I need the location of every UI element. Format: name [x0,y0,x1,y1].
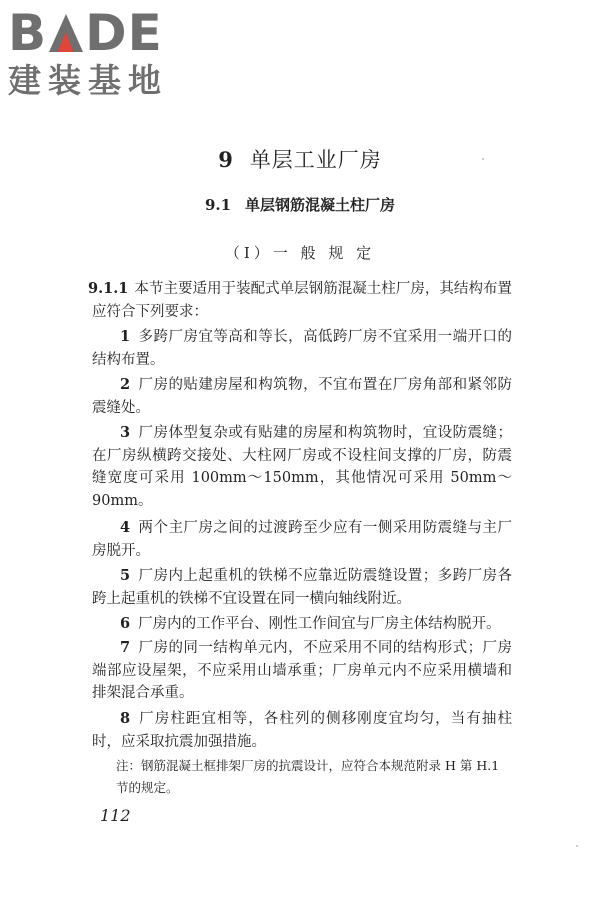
logo-chinese-name: 建装基地 [8,61,168,100]
item-text: 厂房的同一结构单元内，不应采用不同的结构形式；厂房端部应设屋架，不应采用山墙承重；厂房单元内不应采用横墙和排架混合承重。 [92,640,512,702]
list-item [92,613,512,636]
logo-wordmark [8,4,178,62]
clause-intro [88,278,512,323]
list-item [92,517,512,562]
list-item [92,708,512,753]
list-item [92,422,512,512]
clause-number: 9.1.1 [88,280,129,297]
item-number: 3 [120,424,131,441]
item-text: 厂房体型复杂或有贴建的房屋和构筑物时，宜设防震缝；在厂房纵横跨交接处、大柱网厂房或不设柱间支撑的厂房，防震缝宽度可采用 100mm～150mm，其他情况可采用 50mm～90mm。 [92,425,512,509]
item-text: 多跨厂房宜等高和等长，高低跨厂房不宜采用一端开口的结构布置。 [92,329,512,368]
item-number: 4 [120,519,131,536]
item-number: 2 [120,376,131,393]
section-heading [0,194,600,215]
clause-intro-text: 本节主要适用于装配式单层钢筋混凝土柱厂房，其结构布置应符合下列要求： [92,281,512,320]
list-item [92,637,512,705]
item-text: 厂房柱距宜相等，各柱列的侧移刚度宜均匀，当有抽柱时，应采取抗震加强措施。 [92,711,512,750]
section-title: 单层钢筋混凝土柱厂房 [245,196,396,214]
chapter-number: 9 [218,147,234,172]
page-number: 112 [100,806,131,825]
item-number: 8 [120,710,131,727]
item-text: 厂房内的工作平台、刚性工作间宜与厂房主体结构脱开。 [138,616,501,632]
item-number: 6 [120,615,131,632]
item-text: 两个主厂房之间的过渡跨至少应有一侧采用防震缝与主厂房脱开。 [92,520,512,559]
logo-letters-de: DE [85,4,163,62]
logo-letter-b: B [8,4,48,62]
item-number: 7 [120,639,131,656]
scan-speck [576,845,578,847]
brand-logo [8,4,178,100]
logo-a-triangle-icon [47,12,85,52]
section-number: 9.1 [204,196,232,214]
item-text: 厂房的贴建房屋和构筑物，不宜布置在厂房角部和紧邻防震缝处。 [92,377,512,416]
subsection-heading: （Ⅰ）一 般 规 定 [224,244,376,262]
list-item [92,326,512,371]
list-item [92,374,512,419]
scan-speck [482,158,484,160]
item-text: 厂房内上起重机的铁梯不应靠近防震缝设置；多跨厂房各跨上起重机的铁梯不宜设置在同一横向轴线附近。 [92,568,512,607]
item-number: 5 [120,567,131,584]
item-number: 1 [120,328,131,345]
list-item [92,565,512,610]
note: 注：钢筋混凝土框排架厂房的抗震设计，应符合本规范附录 H 第 H.1 节的规定。 [116,758,500,795]
chapter-heading [0,144,600,174]
chapter-title: 单层工业厂房 [249,148,382,172]
